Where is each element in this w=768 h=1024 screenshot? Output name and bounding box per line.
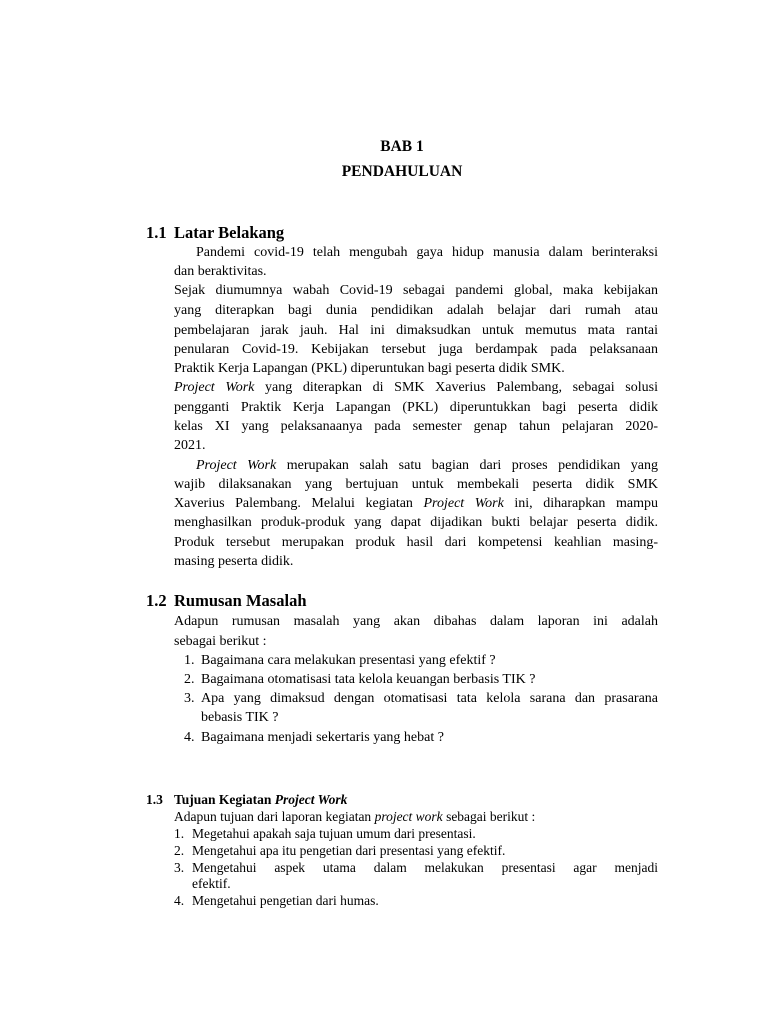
list-number: 3. — [184, 691, 195, 706]
paragraph-line: menghasilkan produk-produk yang dapat dijadikan bukti belajar peserta didik. — [174, 515, 658, 530]
list-number: 4. — [184, 730, 195, 745]
section-number: 1.1 — [146, 223, 167, 242]
paragraph-line: Sejak diumumnya wabah Covid-19 sebagai pandemi global, maka kebijakan — [174, 283, 658, 298]
paragraph-line: penularan Covid-19. Kebijakan tersebut juga berdampak pada pelaksanaan — [174, 342, 658, 357]
list-number: 2. — [174, 843, 185, 858]
problem-list — [184, 651, 658, 751]
paragraph-line: Xaverius Palembang. Melalui kegiatan Project Work ini, diharapkan mampu — [174, 496, 658, 511]
list-number: 2. — [184, 672, 195, 687]
section-title: Rumusan Masalah — [174, 591, 307, 610]
list-item: Mengetahui pengetian dari humas. — [192, 893, 379, 908]
list-item: Apa yang dimaksud dengan otomatisasi tata kelola sarana dan prasarana — [201, 691, 658, 706]
objective-list — [174, 825, 658, 915]
section-number: 1.2 — [146, 591, 167, 610]
section-number: 1.3 — [146, 792, 163, 807]
italic-term: project work — [374, 809, 443, 824]
list-item: Bagaimana menjadi sekertaris yang hebat ? — [201, 730, 444, 745]
list-number: 4. — [174, 893, 185, 908]
list-number: 1. — [174, 826, 185, 841]
list-item-continuation: bebasis TIK ? — [201, 710, 279, 725]
paragraph-line: Produk tersebut merupakan produk hasil dari kompetensi keahlian masing- — [174, 535, 658, 550]
paragraph-line: Project Work merupakan salah satu bagian dari proses pendidikan yang — [196, 458, 658, 473]
paragraph-line: pembelajaran jarak jauh. Hal ini dimaksudkan untuk memutus mata rantai — [174, 323, 658, 338]
paragraph-line: wajib dilaksanakan yang bertujuan untuk membekali peserta didik SMK — [174, 477, 658, 492]
paragraph-line: dan beraktivitas. — [174, 264, 267, 279]
list-item-continuation: efektif. — [192, 876, 231, 891]
paragraph-line: pengganti Praktik Kerja Lapangan (PKL) diperuntukkan bagi peserta didik — [174, 400, 658, 415]
list-item: Megetahui apakah saja tujuan umum dari presentasi. — [192, 826, 476, 841]
paragraph-line: Adapun rumusan masalah yang akan dibahas dalam laporan ini adalah — [174, 614, 658, 629]
section-title: Latar Belakang — [174, 223, 285, 242]
chapter-title: PENDAHULUAN — [341, 163, 463, 180]
paragraph-line: yang diterapkan bagi dunia pendidikan adalah belajar dari rumah atau — [174, 303, 658, 318]
section-heading-1-2 — [146, 591, 307, 611]
paragraph-line: masing peserta didik. — [174, 554, 294, 569]
section-heading-1-3 — [146, 791, 347, 809]
paragraph-line: Praktik Kerja Lapangan (PKL) diperuntukan bagi peserta didik SMK. — [174, 361, 565, 376]
italic-term: Project Work — [274, 792, 348, 807]
list-item: Mengetahui aspek utama dalam melakukan presentasi agar menjadi — [192, 860, 658, 875]
section-title: Tujuan Kegiatan — [174, 792, 275, 807]
italic-term: Project Work — [423, 496, 504, 511]
chapter-number: BAB 1 — [380, 138, 424, 155]
paragraph-line: 2021. — [174, 438, 206, 453]
list-item: Bagaimana cara melakukan presentasi yang efektif ? — [201, 653, 496, 668]
list-item: Bagaimana otomatisasi tata kelola keuangan berbasis TIK ? — [201, 672, 536, 687]
section-heading-1-1 — [146, 223, 284, 243]
paragraph-line: Pandemi covid-19 telah mengubah gaya hidup manusia dalam berinteraksi — [196, 245, 658, 260]
list-number: 1. — [184, 653, 195, 668]
italic-term: Project Work — [196, 458, 277, 473]
list-item: Mengetahui apa itu pengetian dari presentasi yang efektif. — [192, 843, 506, 858]
paragraph-line: Adapun tujuan dari laporan kegiatan project work sebagai berikut : — [174, 809, 536, 824]
paragraph-line: Project Work yang diterapkan di SMK Xaverius Palembang, sebagai solusi — [174, 380, 658, 395]
paragraph-line: kelas XI yang pelaksanaanya pada semester genap tahun pelajaran 2020- — [174, 419, 658, 434]
list-number: 3. — [174, 860, 185, 875]
italic-term: Project Work — [174, 380, 255, 395]
paragraph-line: sebagai berikut : — [174, 634, 267, 649]
